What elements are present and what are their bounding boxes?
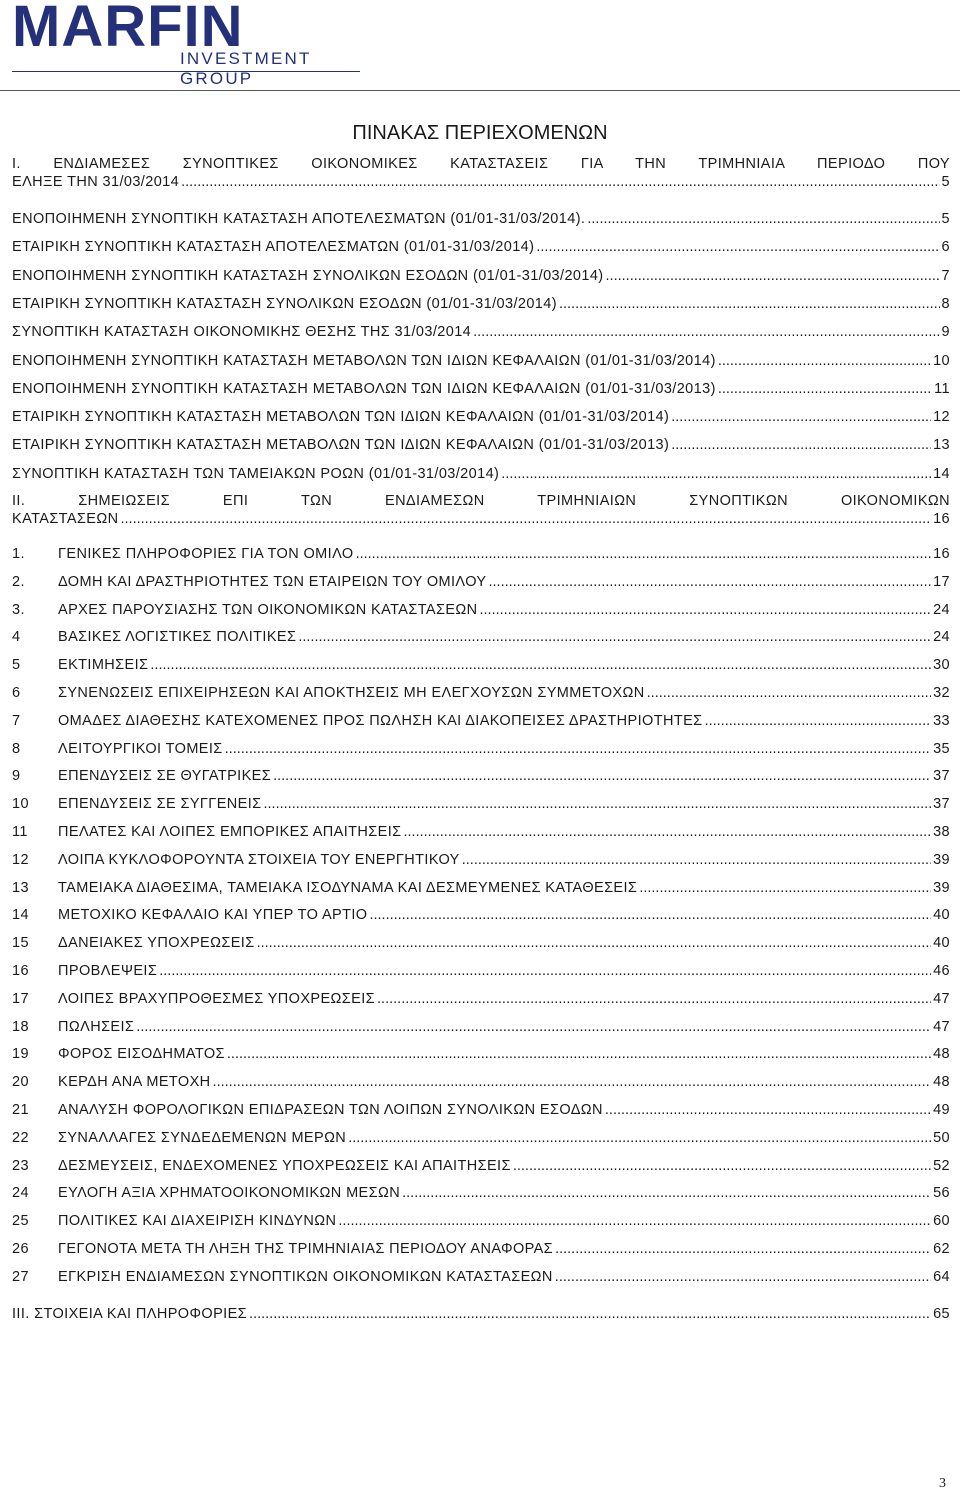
toc-entry-label: ΕΥΛΟΓΗ ΑΞΙΑ ΧΡΗΜΑΤΟΟΙΚΟΝΟΜΙΚΩΝ ΜΕΣΩΝ: [58, 1185, 401, 1202]
toc-entry-page: 13: [933, 437, 950, 454]
dot-leader: [150, 656, 931, 674]
toc-entry-page: 48: [933, 1074, 950, 1091]
toc-entry-page: 24: [933, 629, 950, 646]
toc-section-1[interactable]: [12, 155, 950, 191]
toc-entry-number: 17: [12, 990, 29, 1007]
toc-entry-page: 39: [933, 879, 950, 896]
toc-entry-number: 3.: [12, 601, 25, 618]
toc-entry-label: ΕΝΟΠΟΙΗΜΕΝΗ ΣΥΝΟΠΤΙΚΗ ΚΑΤΑΣΤΑΣΗ ΜΕΤΑΒΟΛΩΝ ΤΩΝ ΙΔΙΩΝ ΚΕΦΑΛΑΙΩΝ (01/01-31/03/2014): [12, 352, 716, 369]
dot-leader: [647, 684, 931, 702]
toc-entry-page: 9: [941, 324, 950, 341]
toc-entry-page: 56: [933, 1185, 950, 1202]
toc-entry-page: 46: [933, 963, 950, 979]
toc-entry-page: 39: [933, 851, 950, 868]
toc-entry-page: 37: [933, 768, 950, 785]
dot-leader: [404, 823, 932, 841]
dot-leader: [718, 352, 931, 370]
toc-note-entry[interactable]: [12, 1101, 950, 1119]
logo-underline: [12, 71, 360, 72]
toc-note-entry[interactable]: [12, 545, 950, 563]
dot-leader: [555, 1268, 931, 1286]
toc-note-entry[interactable]: [12, 1212, 950, 1230]
dot-leader: [462, 851, 931, 869]
toc-note-entry[interactable]: [12, 767, 950, 785]
toc-note-entry[interactable]: [12, 1045, 950, 1063]
toc-entry-label: ΕΤΑΙΡΙΚΗ ΣΥΝΟΠΤΙΚΗ ΚΑΤΑΣΤΑΣΗ ΑΠΟΤΕΛΕΣΜΑΤΩΝ (01/01-31/03/2014): [12, 239, 535, 256]
dot-leader: [181, 173, 939, 191]
toc-entry-number: 10: [12, 796, 29, 813]
toc-entry-label: ΛΟΙΠΕΣ ΒΡΑΧΥΠΡΟΘΕΣΜΕΣ ΥΠΟΧΡΕΩΣΕΙΣ: [58, 990, 376, 1007]
section-3-page: 65: [933, 1306, 950, 1322]
dot-leader: [136, 1018, 931, 1036]
toc-entry-label: ΦΟΡΟΣ ΕΙΣΟΔΗΜΑΤΟΣ: [58, 1046, 225, 1063]
toc-section-3[interactable]: [12, 1305, 950, 1323]
toc-entry-label: ΔΕΣΜΕΥΣΕΙΣ, ΕΝΔΕΧΟΜΕΝΕΣ ΥΠΟΧΡΕΩΣΕΙΣ ΚΑΙ ΑΠΑΙΤΗΣΕΙΣ: [58, 1157, 511, 1174]
toc-entry-page: 47: [933, 990, 950, 1007]
toc-entry-label: ΕΓΚΡΙΣΗ ΕΝΔΙΑΜΕΣΩΝ ΣΥΝΟΠΤΙΚΩΝ ΟΙΚΟΝΟΜΙΚΩΝ ΚΑΤΑΣΤΑΣΕΩΝ: [58, 1268, 553, 1285]
toc-entry-page: 14: [933, 465, 950, 482]
toc-entry-label: ΕΤΑΙΡΙΚΗ ΣΥΝΟΠΤΙΚΗ ΚΑΤΑΣΤΑΣΗ ΜΕΤΑΒΟΛΩΝ ΤΩΝ ΙΔΙΩΝ ΚΕΦΑΛΑΙΩΝ (01/01-31/03/2014): [12, 409, 670, 426]
toc-entry-number: 9: [12, 768, 21, 785]
toc-entry-number: 13: [12, 879, 29, 896]
toc-entry-label: ΑΝΑΛΥΣΗ ΦΟΡΟΛΟΓΙΚΩΝ ΕΠΙΔΡΑΣΕΩΝ ΤΩΝ ΛΟΙΠΩΝ ΣΥΝΟΛΙΚΩΝ ΕΣΟΔΩΝ: [58, 1102, 603, 1118]
toc-entry-page: 40: [933, 907, 950, 924]
dot-leader: [501, 465, 931, 483]
toc-note-entry[interactable]: [12, 1073, 950, 1091]
toc-entry-page: 60: [933, 1213, 950, 1230]
dot-leader: [513, 1157, 931, 1175]
dot-leader: [369, 906, 931, 924]
toc-entry[interactable]: [12, 408, 950, 426]
toc-entry-label: ΕΤΑΙΡΙΚΗ ΣΥΝΟΠΤΙΚΗ ΚΑΤΑΣΤΑΣΗ ΣΥΝΟΛΙΚΩΝ ΕΣΟΔΩΝ (01/01-31/03/2014): [12, 295, 557, 312]
toc-note-entry[interactable]: [12, 656, 950, 674]
dot-leader: [225, 740, 931, 758]
toc-entry-label: ΓΕΝΙΚΕΣ ΠΛΗΡΟΦΟΡΙΕΣ ΓΙΑ ΤΟΝ ΟΜΙΛΟ: [58, 546, 354, 562]
toc-entry-page: 50: [933, 1129, 950, 1146]
toc-entry-number: 26: [12, 1241, 29, 1257]
toc-entry-page: 49: [933, 1102, 950, 1118]
dot-leader: [480, 601, 932, 619]
section-1-title-line2: ΕΛΗΞΕ ΤΗΝ 31/03/2014: [12, 174, 180, 190]
toc-entry-label: ΠΩΛΗΣΕΙΣ: [58, 1018, 135, 1035]
toc-entry-label: ΣΥΝΑΛΛΑΓΕΣ ΣΥΝΔΕΔΕΜΕΝΩΝ ΜΕΡΩΝ: [58, 1129, 347, 1146]
toc-entry-label: ΓΕΓΟΝΟΤΑ ΜΕΤΑ ΤΗ ΛΗΞΗ ΤΗΣ ΤΡΙΜΗΝΙΑΙΑΣ ΠΕΡΙΟΔΟΥ ΑΝΑΦΟΡΑΣ: [58, 1241, 554, 1257]
toc-note-entry[interactable]: [12, 795, 950, 813]
toc-entry-page: 24: [933, 601, 950, 618]
toc-entry-label: ΛΟΙΠΑ ΚΥΚΛΟΦΟΡΟΥΝΤΑ ΣΤΟΙΧΕΙΑ ΤΟΥ ΕΝΕΡΓΗΤΙΚΟΥ: [58, 851, 460, 868]
toc-note-entry[interactable]: [12, 990, 950, 1008]
dot-leader: [718, 380, 932, 398]
section-2-title-line1: II. ΣΗΜΕΙΩΣΕΙΣ ΕΠΙ ΤΩΝ ΕΝΔΙΑΜΕΣΩΝ ΤΡΙΜΗΝΙΑΙΩΝ ΣΥΝΟΠΤΙΚΩΝ ΟΙΚΟΝΟΜΙΚΩΝ: [12, 493, 950, 509]
toc-entry[interactable]: [12, 295, 950, 313]
dot-leader: [587, 210, 939, 228]
page-title: ΠΙΝΑΚΑΣ ΠΕΡΙΕΧΟΜΕΝΩΝ: [352, 122, 608, 144]
toc-entry-label: ΠΡΟΒΛΕΨΕΙΣ: [58, 963, 158, 979]
dot-leader: [671, 436, 931, 454]
toc-entry-page: 8: [941, 295, 950, 312]
toc-entry-number: 19: [12, 1046, 29, 1063]
dot-leader: [159, 962, 931, 980]
toc-entry-number: 11: [12, 824, 28, 840]
toc-entry-page: 47: [933, 1018, 950, 1035]
dot-leader: [606, 267, 940, 285]
toc-entry-label: ΛΕΙΤΟΥΡΓΙΚΟΙ ΤΟΜΕΙΣ: [58, 740, 223, 757]
toc-entry-page: 7: [941, 267, 950, 284]
toc-entry-page: 52: [933, 1157, 950, 1174]
marfin-logo: [12, 0, 360, 88]
toc-entry-label: ΕΝΟΠΟΙΗΜΕΝΗ ΣΥΝΟΠΤΙΚΗ ΚΑΤΑΣΤΑΣΗ ΑΠΟΤΕΛΕΣΜΑΤΩΝ (01/01-31/03/2014).: [12, 211, 586, 227]
toc-entry-label: ΠΕΛΑΤΕΣ ΚΑΙ ΛΟΙΠΕΣ ΕΜΠΟΡΙΚΕΣ ΑΠΑΙΤΗΣΕΙΣ: [58, 824, 402, 840]
toc-entry-label: ΕΠΕΝΔΥΣΕΙΣ ΣΕ ΣΥΓΓΕΝΕΙΣ: [58, 796, 262, 813]
page-number: 3: [939, 1476, 946, 1491]
toc-entry-label: ΚΕΡΔΗ ΑΝΑ ΜΕΤΟΧΗ: [58, 1074, 211, 1091]
toc-entry-number: 25: [12, 1213, 29, 1230]
toc-entry-page: 48: [933, 1046, 950, 1063]
toc-entry-label: ΔΑΝΕΙΑΚΕΣ ΥΠΟΧΡΕΩΣΕΙΣ: [58, 935, 255, 952]
toc-entry-number: 12: [12, 851, 29, 868]
toc-entry-page: 64: [933, 1268, 950, 1285]
dot-leader: [249, 1305, 931, 1323]
dot-leader: [671, 408, 931, 426]
toc-entry-number: 18: [12, 1018, 29, 1035]
toc-entry-page: 5: [941, 211, 950, 227]
toc-entry-number: 7: [12, 712, 21, 729]
toc-entry[interactable]: [12, 352, 950, 370]
toc-entry-number: 8: [12, 740, 21, 757]
toc-entry-number: 2.: [12, 573, 25, 590]
dot-leader: [705, 712, 932, 730]
toc-note-entry[interactable]: [12, 573, 950, 591]
toc-entry-page: 62: [933, 1241, 950, 1257]
toc-entry-label: ΤΑΜΕΙΑΚΑ ΔΙΑΘΕΣΙΜΑ, ΤΑΜΕΙΑΚΑ ΙΣΟΔΥΝΑΜΑ ΚΑΙ ΔΕΣΜΕΥΜΕΝΕΣ ΚΑΤΑΘΕΣΕΙΣ: [58, 879, 638, 896]
toc-entry-label: ΟΜΑΔΕΣ ΔΙΑΘΕΣΗΣ ΚΑΤΕΧΟΜΕΝΕΣ ΠΡΟΣ ΠΩΛΗΣΗ ΚΑΙ ΔΙΑΚΟΠΕΙΣΕΣ ΔΡΑΣΤΗΡΙΟΤΗΤΕΣ: [58, 712, 703, 729]
toc-entry-page: 30: [933, 657, 950, 674]
toc-entry-label: ΣΥΝΟΠΤΙΚΗ ΚΑΤΑΣΤΑΣΗ ΟΙΚΟΝΟΜΙΚΗΣ ΘΕΣΗΣ ΤΗΣ 31/03/2014: [12, 324, 472, 341]
dot-leader: [473, 323, 939, 341]
toc-entry-page: 17: [933, 573, 950, 590]
dot-leader: [348, 1129, 931, 1147]
toc-entry-label: ΜΕΤΟΧΙΚΟ ΚΕΦΑΛΑΙΟ ΚΑΙ ΥΠΕΡ ΤΟ ΑΡΤΙΟ: [58, 907, 368, 924]
page-header: [0, 0, 960, 92]
toc-entry-number: 24: [12, 1185, 29, 1202]
toc-entry-label: ΕΝΟΠΟΙΗΜΕΝΗ ΣΥΝΟΠΤΙΚΗ ΚΑΤΑΣΤΑΣΗ ΣΥΝΟΛΙΚΩΝ ΕΣΟΔΩΝ (01/01-31/03/2014): [12, 267, 604, 284]
section-2-page: 16: [933, 511, 950, 527]
dot-leader: [356, 545, 932, 563]
dot-leader: [536, 238, 939, 256]
dot-leader: [213, 1073, 932, 1091]
toc-entry-number: 4: [12, 629, 21, 646]
dot-leader: [273, 767, 931, 785]
section-1-title-line1: I. ΕΝΔΙΑΜΕΣΕΣ ΣΥΝΟΠΤΙΚΕΣ ΟΙΚΟΝΟΜΙΚΕΣ ΚΑΤΑΣΤΑΣΕΙΣ ΓΙΑ ΤΗΝ ΤΡΙΜΗΝΙΑΙΑ ΠΕΡΙΟΔΟ ΠΟΥ: [12, 156, 950, 172]
dot-leader: [639, 879, 931, 897]
section-2-title-line2: ΚΑΤΑΣΤΑΣΕΩΝ: [12, 511, 119, 527]
dot-leader: [402, 1184, 931, 1202]
logo-subtitle: INVESTMENT GROUP: [180, 49, 312, 88]
toc-entry-number: 21: [12, 1102, 29, 1118]
dot-leader: [377, 990, 931, 1008]
toc-entry-label: ΑΡΧΕΣ ΠΑΡΟΥΣΙΑΣΗΣ ΤΩΝ ΟΙΚΟΝΟΜΙΚΩΝ ΚΑΤΑΣΤΑΣΕΩΝ: [58, 601, 478, 618]
toc-entry-number: 15: [12, 935, 29, 952]
dot-leader: [264, 795, 932, 813]
toc-entry[interactable]: [12, 465, 950, 483]
logo-wordmark: MARFIN: [12, 0, 244, 59]
dot-leader: [257, 934, 931, 952]
toc-entry[interactable]: [12, 380, 950, 398]
toc-entry-label: ΣΥΝΕΝΩΣΕΙΣ ΕΠΙΧΕΙΡΗΣΕΩΝ ΚΑΙ ΑΠΟΚΤΗΣΕΙΣ ΜΗ ΕΛΕΓΧΟΥΣΩΝ ΣΥΜΜΕΤΟΧΩΝ: [58, 685, 645, 701]
toc-entry-page: 16: [933, 546, 950, 562]
toc-note-entry[interactable]: [12, 1018, 950, 1036]
header-divider: [0, 90, 960, 91]
toc-note-entry[interactable]: [12, 1240, 950, 1258]
toc-entry[interactable]: [12, 238, 950, 256]
toc-entry-number: 6: [12, 685, 21, 701]
toc-note-entry[interactable]: [12, 1268, 950, 1286]
dot-leader: [227, 1045, 931, 1063]
toc-entry-page: 37: [933, 796, 950, 813]
toc-entry-page: 40: [933, 935, 950, 952]
toc-entry-page: 12: [933, 409, 950, 426]
toc-entry-label: ΣΥΝΟΠΤΙΚΗ ΚΑΤΑΣΤΑΣΗ ΤΩΝ ΤΑΜΕΙΑΚΩΝ ΡΟΩΝ (01/01-31/03/2014): [12, 465, 500, 482]
toc-entry-page: 38: [933, 824, 950, 840]
toc-entry-number: 5: [12, 657, 21, 674]
toc-entry[interactable]: [12, 323, 950, 341]
dot-leader: [605, 1101, 931, 1119]
section-1-page: 5: [941, 174, 950, 190]
toc-entry-label: ΒΑΣΙΚΕΣ ΛΟΓΙΣΤΙΚΕΣ ΠΟΛΙΤΙΚΕΣ: [58, 629, 297, 646]
toc-note-entry[interactable]: [12, 1129, 950, 1147]
toc-entry-page: 33: [933, 712, 950, 729]
toc-entry-number: 27: [12, 1268, 29, 1285]
toc-entry-number: 16: [12, 963, 29, 979]
dot-leader: [120, 510, 931, 528]
toc-entry-page: 6: [941, 239, 950, 256]
toc-entry-label: ΔΟΜΗ ΚΑΙ ΔΡΑΣΤΗΡΙΟΤΗΤΕΣ ΤΩΝ ΕΤΑΙΡΕΙΩΝ ΤΟΥ ΟΜΙΛΟΥ: [58, 573, 487, 590]
toc-note-entry[interactable]: [12, 601, 950, 619]
toc-note-entry[interactable]: [12, 851, 950, 869]
dot-leader: [338, 1212, 931, 1230]
toc-entry-number: 23: [12, 1157, 29, 1174]
toc-note-entry[interactable]: [12, 906, 950, 924]
toc-entry[interactable]: [12, 436, 950, 454]
section-3-title: III. ΣΤΟΙΧΕΙΑ ΚΑΙ ΠΛΗΡΟΦΟΡΙΕΣ: [12, 1306, 248, 1322]
dot-leader: [298, 628, 931, 646]
toc-note-entry[interactable]: [12, 740, 950, 758]
toc-note-entry[interactable]: [12, 962, 950, 980]
toc-note-entry[interactable]: [12, 1157, 950, 1175]
toc-note-entry[interactable]: [12, 712, 950, 730]
toc-entry-label: ΕΤΑΙΡΙΚΗ ΣΥΝΟΠΤΙΚΗ ΚΑΤΑΣΤΑΣΗ ΜΕΤΑΒΟΛΩΝ ΤΩΝ ΙΔΙΩΝ ΚΕΦΑΛΑΙΩΝ (01/01-31/03/2013): [12, 437, 670, 454]
toc-entry-number: 22: [12, 1129, 29, 1146]
toc-entry-label: ΠΟΛΙΤΙΚΕΣ ΚΑΙ ΔΙΑΧΕΙΡΙΣΗ ΚΙΝΔΥΝΩΝ: [58, 1213, 337, 1230]
toc-note-entry[interactable]: [12, 823, 950, 841]
toc-note-entry[interactable]: [12, 879, 950, 897]
toc-entry[interactable]: [12, 267, 950, 285]
toc-note-entry[interactable]: [12, 628, 950, 646]
toc-entry-page: 32: [933, 685, 950, 701]
toc-entry-label: ΕΚΤΙΜΗΣΕΙΣ: [58, 657, 149, 674]
toc-entry-number: 1.: [12, 546, 25, 562]
toc-entry-label: ΕΝΟΠΟΙΗΜΕΝΗ ΣΥΝΟΠΤΙΚΗ ΚΑΤΑΣΤΑΣΗ ΜΕΤΑΒΟΛΩΝ ΤΩΝ ΙΔΙΩΝ ΚΕΦΑΛΑΙΩΝ (01/01-31/03/2013): [12, 380, 716, 397]
dot-leader: [559, 295, 940, 313]
toc-entry-page: 11: [934, 380, 950, 397]
toc-note-entry[interactable]: [12, 684, 950, 702]
dot-leader: [488, 573, 931, 591]
toc-entry-page: 10: [933, 352, 950, 369]
toc-note-entry[interactable]: [12, 934, 950, 952]
toc-note-entry[interactable]: [12, 1184, 950, 1202]
toc-entry[interactable]: [12, 210, 950, 228]
toc-section-2[interactable]: [12, 492, 950, 528]
dot-leader: [555, 1240, 931, 1258]
toc-entry-number: 20: [12, 1074, 29, 1091]
toc-entry-number: 14: [12, 907, 29, 924]
toc-entry-page: 35: [933, 740, 950, 757]
toc-entry-label: ΕΠΕΝΔΥΣΕΙΣ ΣΕ ΘΥΓΑΤΡΙΚΕΣ: [58, 768, 272, 785]
